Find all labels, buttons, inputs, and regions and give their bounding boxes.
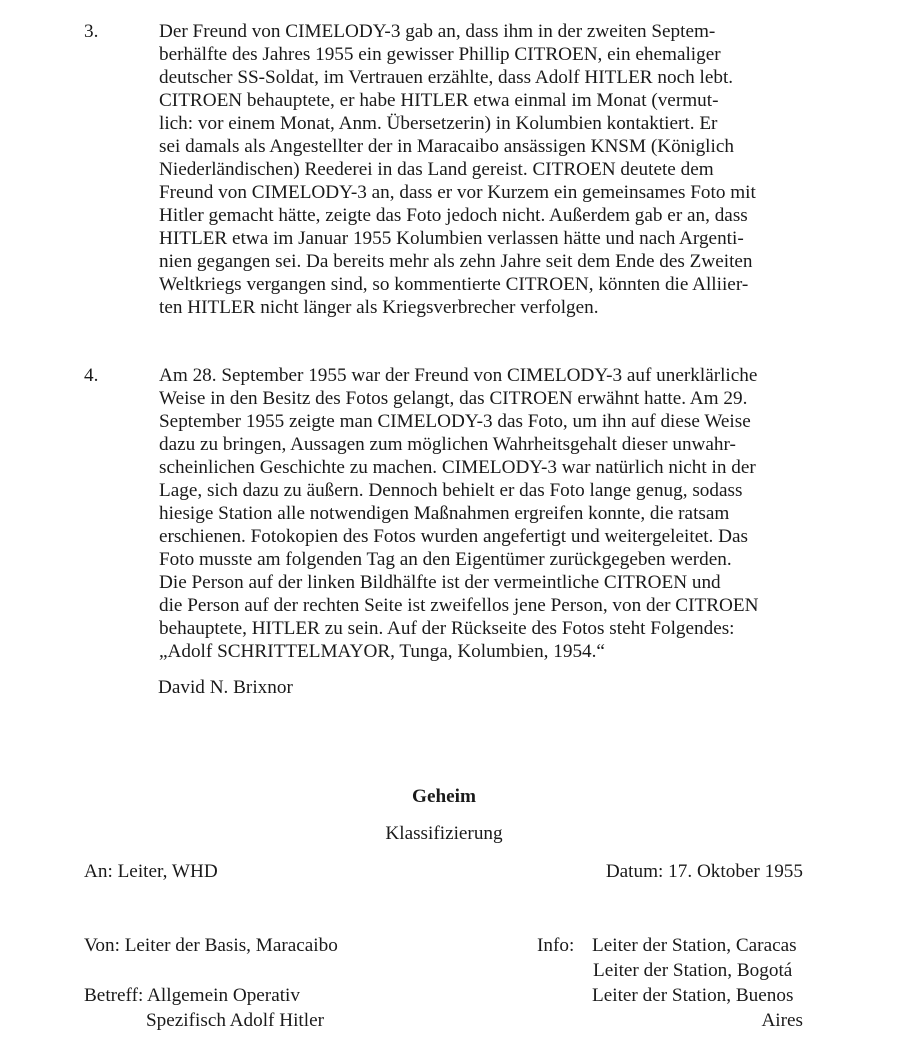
text-line: Freund von CIMELODY-3 an, dass er vor Kurzem ein gemeinsames Foto mit	[159, 182, 756, 203]
text-line: Am 28. September 1955 war der Freund von CIMELODY-3 auf unerklärliche	[159, 365, 758, 386]
info-recipient: Leiter der Station, Caracas	[592, 935, 797, 956]
subject: Betreff: Allgemein Operativ	[84, 985, 300, 1006]
paragraph-3	[84, 20, 844, 320]
text-line: Foto musste am folgenden Tag an den Eigentümer zurückgegeben werden.	[159, 549, 732, 570]
signature: David N. Brixnor	[158, 677, 293, 698]
classification-label: Klassifizierung	[385, 823, 503, 844]
text-line: sei damals als Angestellter der in Maracaibo ansässigen KNSM (Königlich	[159, 136, 734, 157]
paragraph-number: 3.	[84, 21, 99, 42]
sender: Von: Leiter der Basis, Maracaibo	[84, 935, 338, 956]
text-line: Weltkriegs vergangen sind, so kommentierte CITROEN, könnten die Alliier-	[159, 274, 749, 295]
info-recipient: Leiter der Station, Buenos	[592, 985, 794, 1006]
text-line: dazu zu bringen, Aussagen zum möglichen Wahrheitsgehalt dieser unwahr-	[159, 434, 736, 455]
paragraph-number: 4.	[84, 365, 99, 386]
info-recipient: Leiter der Station, Bogotá	[593, 960, 793, 981]
text-line: September 1955 zeigte man CIMELODY-3 das Foto, um ihn auf diese Weise	[159, 411, 751, 432]
info-recipient: Aires	[761, 1010, 803, 1031]
text-line: berhälfte des Jahres 1955 ein gewisser Phillip CITROEN, ein ehemaliger	[159, 44, 721, 65]
text-line: Der Freund von CIMELODY-3 gab an, dass ihm in der zweiten Septem-	[159, 21, 716, 42]
text-line: Die Person auf der linken Bildhälfte ist der vermeintliche CITROEN und	[159, 572, 721, 593]
text-line: erschienen. Fotokopien des Fotos wurden angefertigt und weitergeleitet. Das	[159, 526, 748, 547]
text-line: nien gegangen sei. Da bereits mehr als zehn Jahre seit dem Ende des Zweiten	[159, 251, 753, 272]
text-line: hiesige Station alle notwendigen Maßnahmen ergreifen konnte, die ratsam	[159, 503, 730, 524]
text-line: die Person auf der rechten Seite ist zweifellos jene Person, von der CITROEN	[159, 595, 759, 616]
text-line: scheinlichen Geschichte zu machen. CIMELODY-3 war natürlich nicht in der	[159, 457, 756, 478]
text-line: deutscher SS-Soldat, im Vertrauen erzählte, dass Adolf HITLER noch lebt.	[159, 67, 734, 88]
text-line: lich: vor einem Monat, Anm. Übersetzerin) in Kolumbien kontaktiert. Er	[159, 113, 718, 134]
recipient: An: Leiter, WHD	[84, 861, 218, 882]
date: Datum: 17. Oktober 1955	[605, 861, 803, 882]
text-line: Hitler gemacht hätte, zeigte das Foto jedoch nicht. Außerdem gab er an, dass	[159, 205, 748, 226]
text-line: Niederländischen) Reederei in das Land gereist. CITROEN deutete dem	[159, 159, 714, 180]
text-line: ten HITLER nicht länger als Kriegsverbrecher verfolgen.	[159, 297, 599, 318]
text-line: CITROEN behauptete, er habe HITLER etwa einmal im Monat (vermut-	[159, 90, 719, 111]
subject-specific: Spezifisch Adolf Hitler	[146, 1010, 324, 1031]
text-line: Weise in den Besitz des Fotos gelangt, das CITROEN erwähnt hatte. Am 29.	[159, 388, 748, 409]
text-line: „Adolf SCHRITTELMAYOR, Tunga, Kolumbien, 1954.“	[159, 641, 605, 662]
info-label: Info:	[537, 935, 575, 956]
text-line: Lage, sich dazu zu äußern. Dennoch behielt er das Foto lange genug, sodass	[159, 480, 743, 501]
paragraph-4	[84, 364, 844, 664]
text-line: behauptete, HITLER zu sein. Auf der Rückseite des Fotos steht Folgendes:	[159, 618, 735, 639]
classification: Geheim	[412, 786, 476, 807]
text-line: HITLER etwa im Januar 1955 Kolumbien verlassen hätte und nach Argenti-	[159, 228, 744, 249]
